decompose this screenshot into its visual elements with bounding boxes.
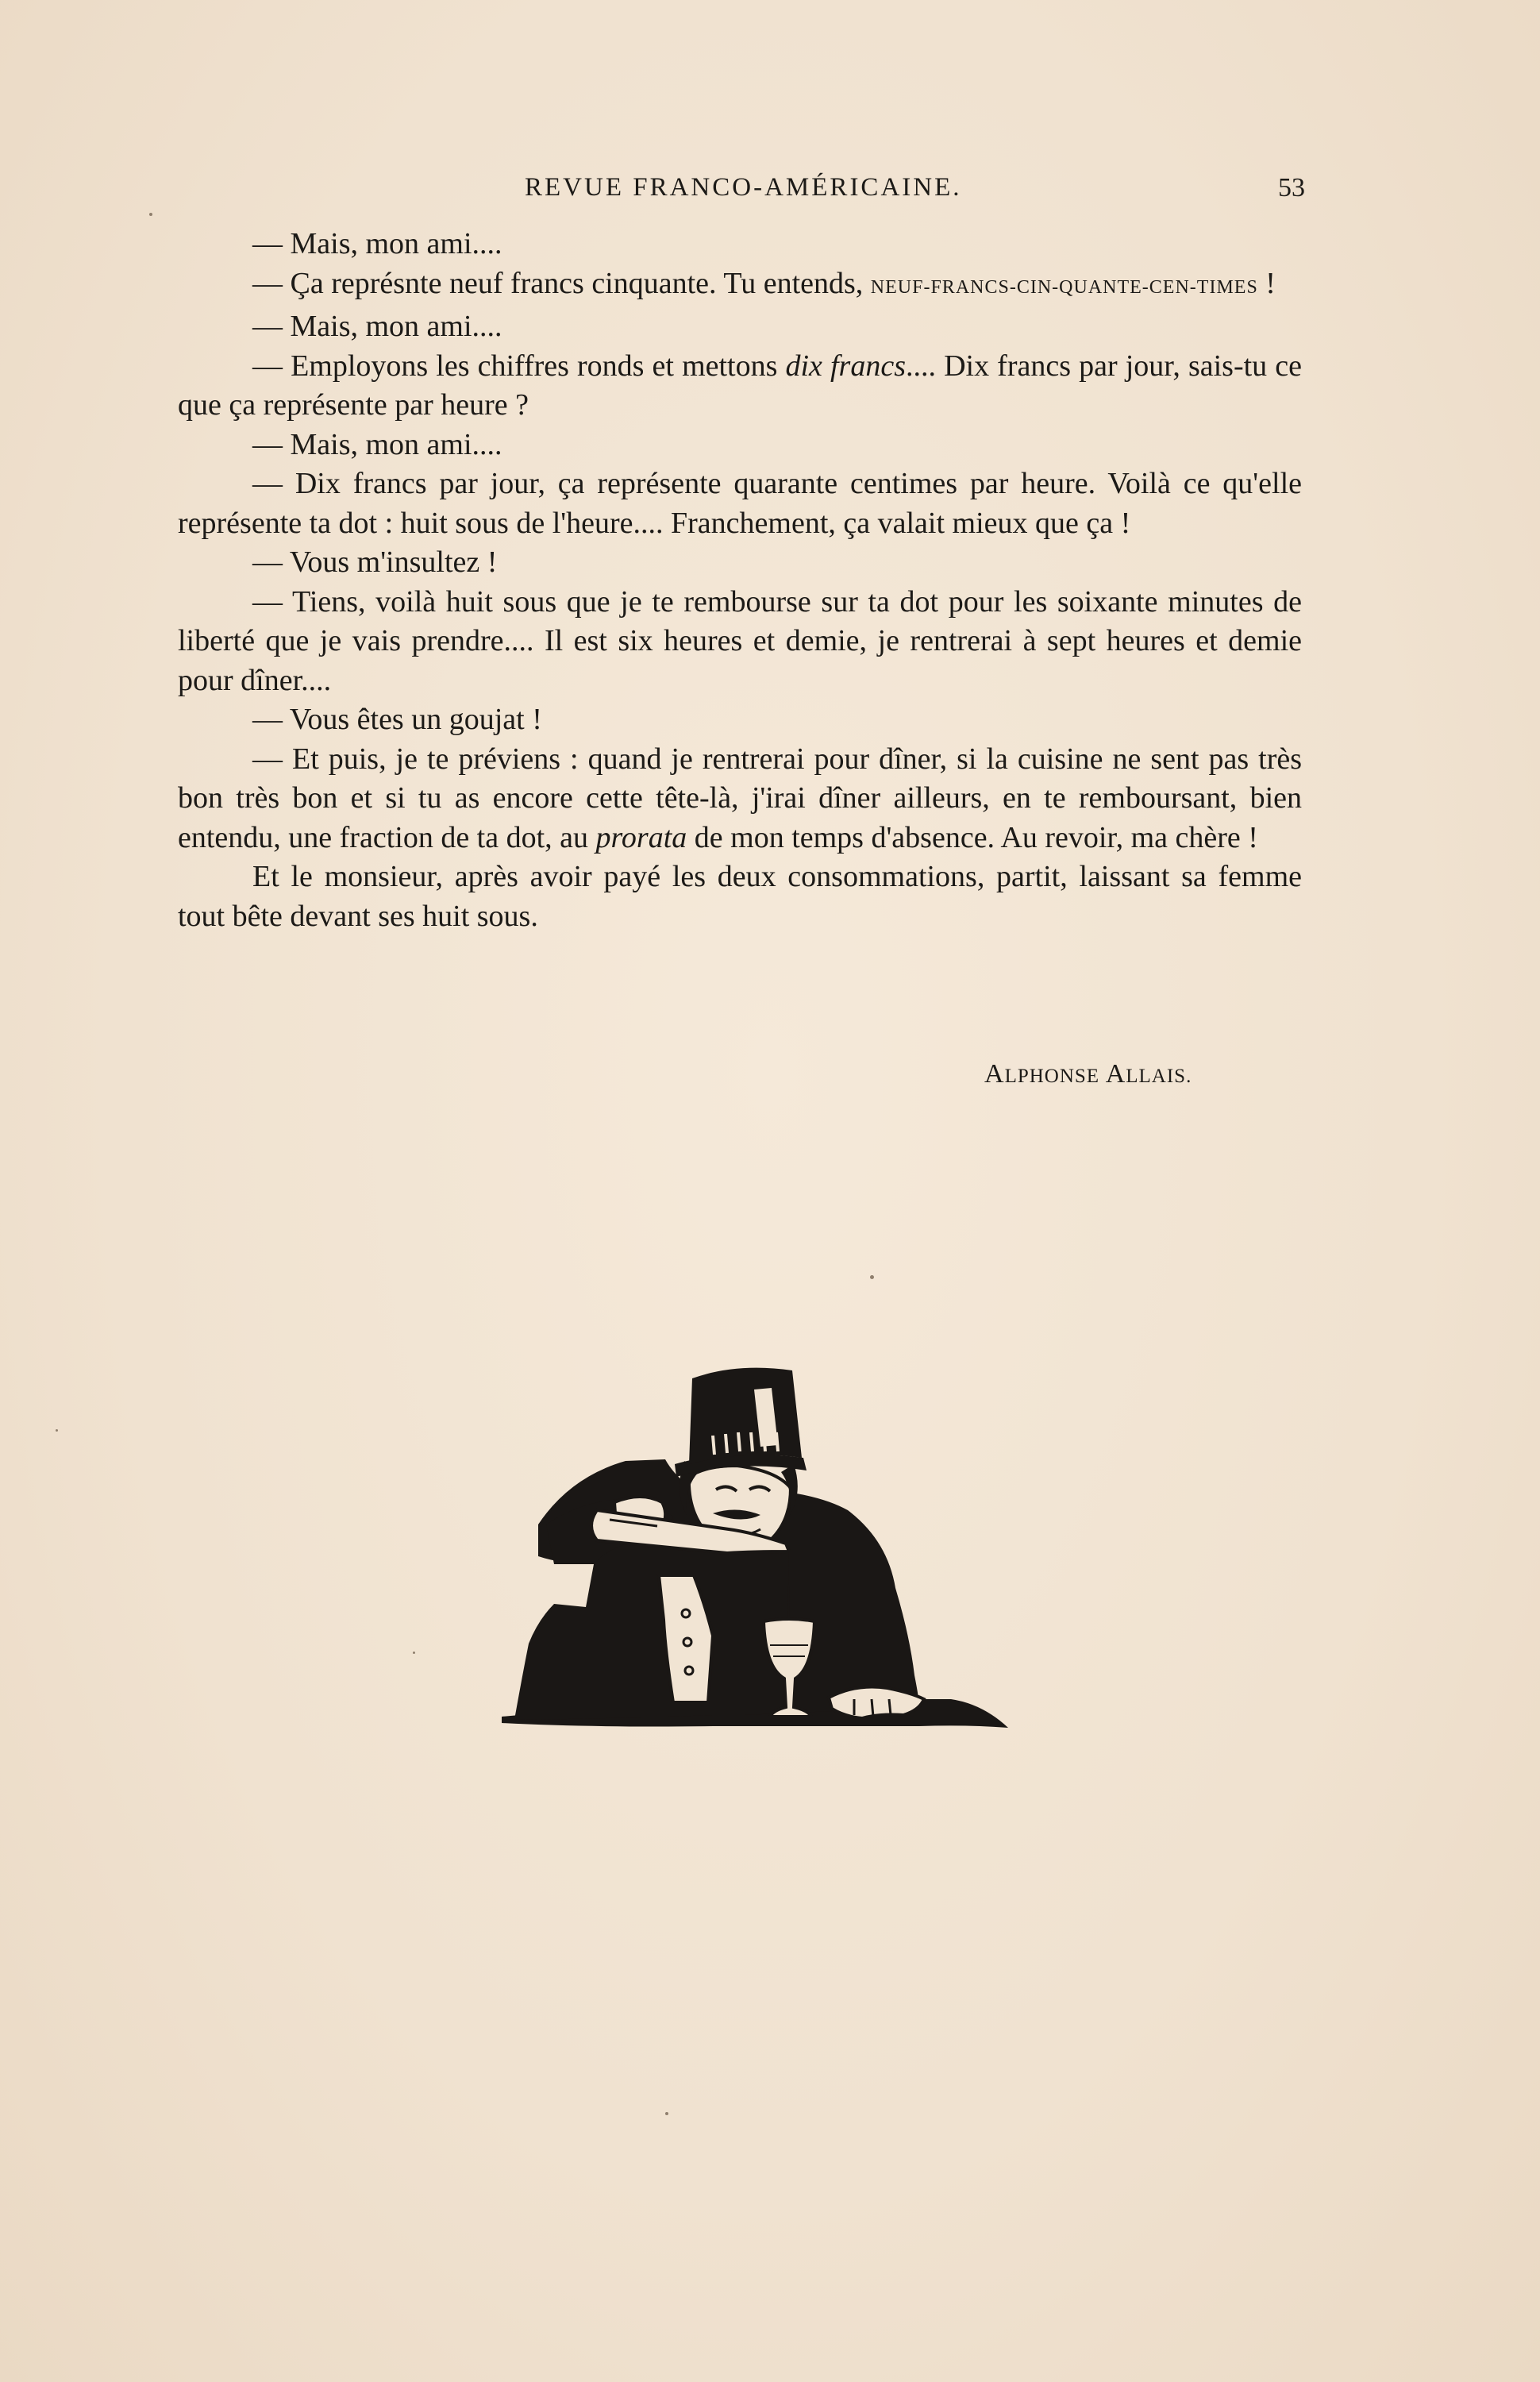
paper-speck xyxy=(149,213,152,216)
paragraph-text: — Vous êtes un goujat ! xyxy=(252,703,542,736)
paragraph-text: — Dix francs par jour, ça représente quarante centimes par heure. Voilà ce qu'elle représente ta dot : huit sous de l'heure.... Franchement, ça valait mieux que ça ! xyxy=(178,467,1302,540)
paragraph xyxy=(178,347,1302,426)
paragraph-text: — Mais, mon ami.... xyxy=(252,427,502,461)
illustration-drawing xyxy=(475,1302,1014,1763)
paragraph xyxy=(178,700,1302,740)
hat-crown xyxy=(689,1368,802,1464)
paragraph xyxy=(178,225,1302,264)
paragraph-text: — Mais, mon ami.... xyxy=(252,310,502,343)
paragraph xyxy=(178,543,1302,583)
paragraph xyxy=(178,583,1302,701)
paragraph xyxy=(178,426,1302,465)
paragraph xyxy=(178,858,1302,936)
paragraph-text: — Employons les chiffres ronds et mettons xyxy=(252,349,786,383)
signature-initial: A xyxy=(984,1059,1005,1089)
paper-speck xyxy=(665,2112,668,2115)
italic-text: dix francs xyxy=(785,349,906,383)
paragraph-text: — Tiens, voilà huit sous que je te rembourse sur ta dot pour les soixante minutes de liberté que je vais prendre.... Il est six heures et demie, je rentrerai à sept heures et demie pour dîner.... xyxy=(178,584,1302,697)
paragraph-text: de mon temps d'absence. Au revoir, ma chère ! xyxy=(687,820,1258,854)
paragraph-text: — Mais, mon ami.... xyxy=(252,227,502,260)
signature-initial: A xyxy=(1105,1059,1126,1089)
author-signature xyxy=(984,1059,1192,1089)
paragraph xyxy=(178,464,1302,543)
paper-speck xyxy=(413,1652,415,1654)
paragraph-text: Et le monsieur, après avoir payé les deux consommations, partit, laissant sa femme tout bête devant ses huit sous. xyxy=(178,860,1302,933)
italic-text: prorata xyxy=(595,820,687,854)
paper-speck xyxy=(56,1429,58,1432)
page-header xyxy=(178,173,1305,208)
paragraph-text: — Vous m'insultez ! xyxy=(252,545,498,579)
paragraph-text: ! xyxy=(1257,266,1276,300)
paragraph-text: .... Dix francs par jour, sais-tu ce que ça représente par heure ? xyxy=(178,349,1302,422)
man-in-top-hat-pouring-drink-icon xyxy=(475,1302,1014,1763)
article-body xyxy=(178,225,1302,936)
paragraph xyxy=(178,307,1302,347)
paper-speck xyxy=(870,1275,874,1279)
paragraph xyxy=(178,264,1302,308)
paragraph xyxy=(178,740,1302,858)
small-caps-text: NEUF-FRANCS-CIN-QUANTE-CEN-TIMES xyxy=(870,276,1258,298)
signature-small-caps: LPHONSE xyxy=(1004,1066,1100,1087)
running-title: REVUE FRANCO-AMÉRICAINE. xyxy=(525,173,962,202)
paragraph-text: — Ça représnte neuf francs cinquante. Tu entends, xyxy=(252,266,871,300)
signature-small-caps: LLAIS. xyxy=(1126,1066,1192,1087)
page-number: 53 xyxy=(1278,173,1305,202)
paragraph-text: — Et puis, je te préviens : quand je rentrerai pour dîner, si la cuisine ne sent pas très bon très bon et si tu as encore cette tête-là, j'irai dîner ailleurs, en te remboursant, bien entendu, une fraction de ta dot, au xyxy=(178,742,1302,854)
